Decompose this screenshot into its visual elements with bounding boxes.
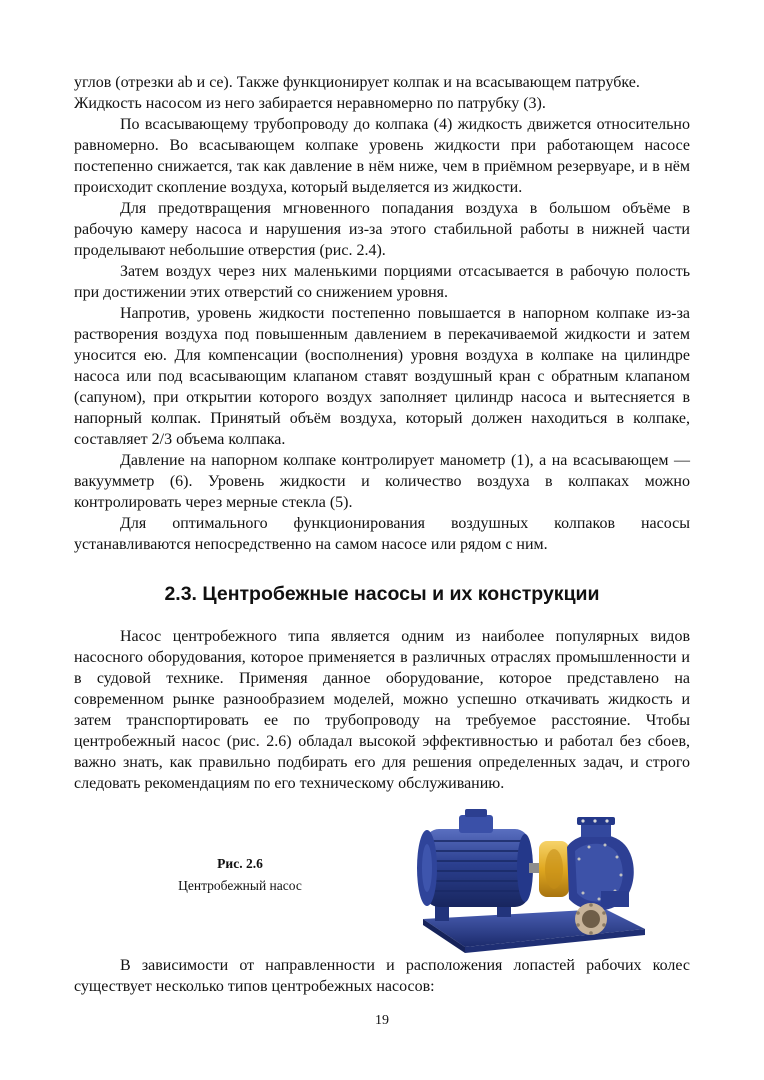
- paragraph-suction-line: По всасывающему трубопроводу до колпака (4) жидкость движется относительно равномерно. Во всасывающем колпаке уровень жидкости при работающем насосе постепенно снижается, так как давление в нём ниже, чем в приёмном резервуаре, и в нём происходит скопление воздуха, который выделяется из жидкости.: [74, 116, 690, 196]
- paragraph-air-prevention: Для предотвращения мгновенного попадания воздуха в большом объёме в рабочую камеру насоса и нарушения из-за этого стабильной работы в нижней части проделывают небольшие отверстия (рис. 2.4).: [74, 200, 690, 259]
- paragraph-pump-types: В зависимости от направленности и расположения лопастей рабочих колес существует несколько типов центробежных насосов:: [74, 957, 690, 995]
- text-block-bottom: [74, 955, 690, 997]
- paragraph-pressure-cap: Напротив, уровень жидкости постепенно повышается в напорном колпаке из-за растворения воздуха под повышенным давлением в перекачиваемой жидкости и затем уносится ею. Для компенсации (восполнения) уровня воздуха в колпаке на цилиндре насоса или под всасывающим клапаном ставят воздушный кран с обратным клапаном (сапуном), при открытии которого воздух заполняет цилиндр насоса и вытесняется в напорный колпак. Принятый объём воздуха, который должен находиться в колпаке, составляет 2/3 объема колпака.: [74, 305, 690, 448]
- text-block-top: [74, 72, 690, 555]
- paragraph-continuation-2: Жидкость насосом из него забирается неравномерно по патрубку (3).: [74, 95, 546, 112]
- paragraph-installation: Для оптимального функционирования воздушных колпаков насосы устанавливаются непосредственно на самом насосе или рядом с ним.: [74, 515, 690, 553]
- text-block-middle: [74, 626, 690, 794]
- paragraph-gauges: Давление на напорном колпаке контролирует манометр (1), а на всасывающем — вакуумметр (6). Уровень жидкости и количество воздуха в колпаках можно контролировать через мерные стекла (5).: [74, 452, 690, 511]
- paragraph-continuation-1: углов (отрезки ab и ce). Также функционирует колпак и на всасывающем патрубке.: [74, 74, 640, 91]
- paragraph-centrifugal-intro: Насос центробежного типа является одним из наиболее популярных видов насосного оборудования, которое применяется в различных отраслях промышленности и в судовой технике. Применяя данное оборудование, которое представлено на современном рынке разнообразием моделей, можно успешно откачивать жидкость и затем транспортировать ее по трубопроводу на требуемое расстояние. Чтобы центробежный насос (рис. 2.6) обладал высокой эффективностью и работал без сбоев, важно знать, как правильно подбирать его для решения определенных задач, и строго следовать рекомендациям по его техническому обслуживанию.: [74, 628, 690, 792]
- centrifugal-pump-image: [405, 801, 653, 953]
- electric-motor: [417, 809, 533, 907]
- section-heading: 2.3. Центробежные насосы и их конструкции: [164, 583, 600, 605]
- paragraph-air-portions: Затем воздух через них маленькими порциями отсасывается в рабочую полость при достижении этих отверстий со снижением уровня.: [74, 263, 690, 301]
- figure-number: Рис. 2.6: [217, 856, 263, 871]
- figure-caption: [140, 853, 340, 897]
- coupling-guard: [539, 841, 569, 897]
- figure-caption-text: Центробежный насос: [178, 878, 302, 893]
- page-number: 19: [375, 1013, 389, 1028]
